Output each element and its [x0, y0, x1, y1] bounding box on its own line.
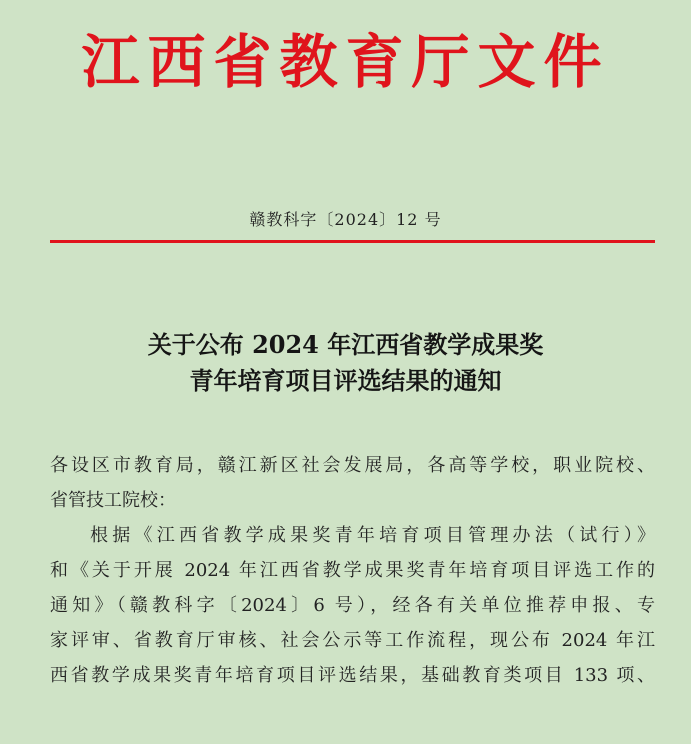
body-line: 和《关于开展 2024 年江西省教学成果奖青年培育项目评选工作的 — [50, 560, 655, 581]
body-line: 西省教学成果奖青年培育项目评选结果，基础教育类项目 133 项、 — [50, 665, 655, 686]
notice-title — [0, 327, 691, 399]
notice-title-line-2: 青年培育项目评选结果的通知 — [189, 366, 502, 395]
body-line: 家评审、省教育厅审核、社会公示等工作流程，现公布 2024 年江 — [50, 630, 655, 651]
body-line: 各设区市教育局，赣江新区社会发展局，各高等学校，职业院校、 — [50, 455, 655, 476]
notice-title-line-1: 关于公布 2024 年江西省教学成果奖 — [147, 330, 544, 359]
body-line: 根据《江西省教学成果奖青年培育项目管理办法（试行）》 — [90, 525, 655, 546]
notice-body — [50, 448, 655, 693]
issuer-title: 江西省教育厅文件 — [81, 28, 610, 96]
body-line: 通知》（赣教科字〔2024〕6 号），经各有关单位推荐申报、专 — [50, 595, 655, 616]
body-line: 省管技工院校： — [50, 490, 176, 511]
red-divider-line — [50, 240, 655, 243]
document-number: 赣教科字〔2024〕12 号 — [249, 210, 442, 229]
